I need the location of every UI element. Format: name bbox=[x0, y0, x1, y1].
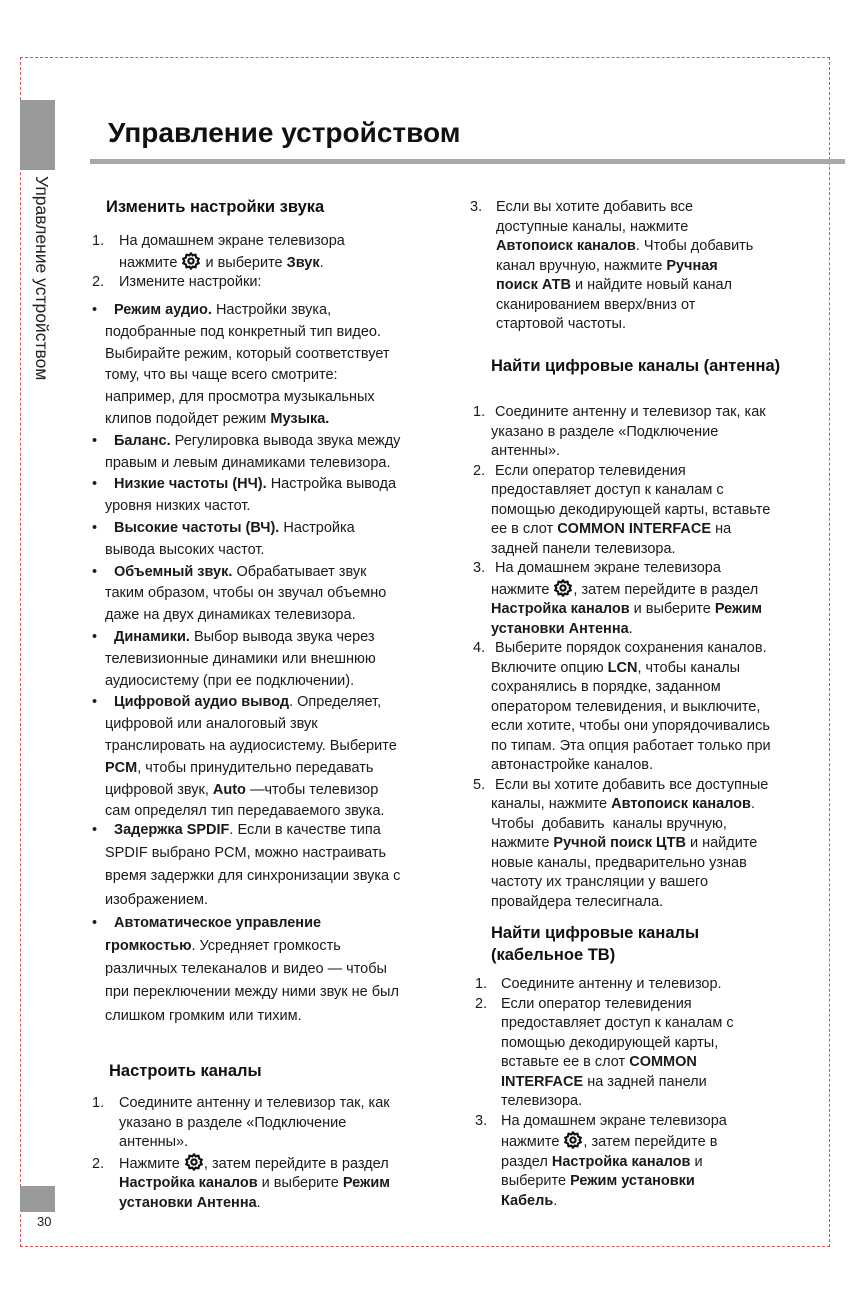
heading-line: Найти цифровые каналы bbox=[491, 924, 700, 942]
bullet-title: Задержка SPDIF bbox=[114, 822, 230, 838]
step-bold-text: Звук bbox=[286, 254, 320, 271]
step-text: . bbox=[319, 254, 324, 271]
step-number: 3. bbox=[473, 560, 486, 576]
step-text: задней панели телевизора. bbox=[491, 540, 676, 557]
bullet: • bbox=[92, 302, 98, 318]
step-number: 4. bbox=[473, 640, 486, 656]
step-text: антенны». bbox=[119, 1134, 189, 1150]
step-text: если хотите, чтобы они упорядочивались bbox=[491, 718, 770, 734]
step-number: 5. bbox=[473, 776, 486, 793]
step-text: вставьте ее в слот bbox=[501, 1054, 626, 1070]
step-number: 1. bbox=[92, 1095, 105, 1111]
sound-settings-list bbox=[92, 300, 444, 823]
digital-antenna-steps bbox=[473, 403, 818, 912]
gear-icon bbox=[563, 1131, 583, 1149]
bullet-title: Цифровой аудио вывод bbox=[114, 694, 290, 711]
step-text: Соедините антенну и телевизор так, как bbox=[119, 1095, 390, 1111]
step-text: Если вы хотите добавить все bbox=[496, 199, 694, 215]
step-bold-text: INTERFACE bbox=[501, 1073, 584, 1090]
step-text: доступные каналы, нажмите bbox=[496, 218, 689, 235]
step-text: новые каналы, предварительно узнав bbox=[491, 854, 747, 871]
step-bold-text: LCN bbox=[607, 659, 638, 676]
step-text: Чтобы добавить каналы вручную, bbox=[491, 815, 727, 832]
side-tab-marker bbox=[20, 100, 55, 170]
step-text: раздел bbox=[501, 1153, 548, 1170]
bullet-text: Настройка bbox=[283, 519, 355, 536]
bullet-text: например, для просмотра музыкальных bbox=[105, 389, 375, 406]
step-text: , затем перейдите в раздел bbox=[573, 581, 759, 598]
bullet-title: Динамики. bbox=[114, 628, 190, 645]
bullet-text: подобранные под конкретный тип видео. bbox=[105, 323, 381, 340]
step-text: оператором телевидения, и выключите, bbox=[491, 698, 761, 715]
step-text: . Чтобы добавить bbox=[635, 238, 754, 254]
bullet-title: громкостью bbox=[105, 938, 192, 955]
page-title: Управление устройством bbox=[108, 117, 461, 148]
step-text: , затем перейдите в bbox=[583, 1134, 718, 1150]
bullet: • bbox=[92, 476, 98, 493]
step-bold-text: поиск АТВ bbox=[496, 277, 571, 293]
bullet: • bbox=[92, 822, 98, 838]
bullet-text: вывода высоких частот. bbox=[105, 541, 265, 558]
page-number: 30 bbox=[37, 1214, 52, 1229]
page-number-marker bbox=[20, 1186, 55, 1212]
bullet-text: Выбирайте режим, который соответствует bbox=[105, 345, 390, 362]
step-text: сохранялись в порядке, заданном bbox=[491, 679, 721, 695]
step-bold-text: Ручной поиск ЦТВ bbox=[553, 835, 686, 851]
step-text: нажмите bbox=[491, 835, 550, 851]
bullet-text: . Определяет, bbox=[289, 694, 382, 711]
sound-heading: Изменить настройки звука bbox=[106, 198, 325, 216]
bullet-text: уровня низких частот. bbox=[105, 498, 251, 515]
bullet-title: Режим аудио. bbox=[114, 302, 212, 318]
step-bold-text: Настройка каналов bbox=[551, 1153, 691, 1170]
bullet-bold-text: Auto bbox=[212, 781, 246, 798]
step-text: частоту их трансляции у вашего bbox=[491, 874, 709, 890]
step-text: каналы, нажмите bbox=[491, 796, 608, 812]
step-text: . bbox=[750, 796, 755, 812]
step-text: и найдите новый канал bbox=[575, 277, 733, 293]
step-text: . bbox=[628, 620, 633, 637]
step-text: предоставляет доступ к каналам с bbox=[501, 1015, 734, 1031]
side-section-label: Управление устройством bbox=[32, 176, 52, 381]
step-text: и bbox=[694, 1153, 703, 1170]
step-number: 2. bbox=[92, 1155, 105, 1172]
bullet-text: Обрабатывает звук bbox=[236, 563, 367, 580]
step-number: 1. bbox=[473, 404, 486, 420]
step-number: 3. bbox=[470, 199, 483, 215]
step-text: телевизора. bbox=[501, 1093, 583, 1109]
step-text: , затем перейдите в раздел bbox=[203, 1155, 389, 1172]
step-text: провайдера телесигнала. bbox=[491, 893, 664, 910]
step-text: помощью декодирующей карты, bbox=[501, 1034, 719, 1051]
step-number: 2. bbox=[473, 462, 486, 479]
bullet-title: Высокие частоты (ВЧ). bbox=[114, 519, 280, 536]
step-bold-text: COMMON INTERFACE bbox=[557, 521, 712, 537]
step-text: и выберите bbox=[205, 254, 283, 271]
bullet: • bbox=[92, 519, 98, 536]
step-text: указано в разделе «Подключение bbox=[491, 423, 719, 440]
bullet-title: Баланс. bbox=[114, 432, 171, 449]
step-text: Нажмите bbox=[119, 1155, 180, 1172]
bullet-text: , чтобы принудительно передавать bbox=[137, 759, 374, 776]
step-bold-text: установки Антенна bbox=[119, 1194, 257, 1211]
bullet-title: Объемный звук. bbox=[114, 563, 233, 580]
bullet-text: —чтобы телевизор bbox=[249, 781, 379, 798]
bullet: • bbox=[92, 432, 98, 449]
step-text: Соедините антенну и телевизор. bbox=[501, 976, 722, 992]
step-text: и выберите bbox=[633, 601, 711, 617]
step-text: . bbox=[256, 1194, 261, 1211]
bullet-text: при переключении между ними звук не был bbox=[105, 984, 399, 1001]
step-bold-text: Режим bbox=[342, 1175, 390, 1191]
step-text: стартовой частоты. bbox=[496, 316, 626, 332]
step-text: Измените настройки: bbox=[119, 274, 262, 290]
step-text: на bbox=[715, 521, 732, 537]
title-divider bbox=[90, 159, 845, 164]
bullet-text: правым и левым динамиками телевизора. bbox=[105, 454, 391, 471]
bullet-text: транслировать на аудиосистему. Выберите bbox=[105, 737, 397, 754]
step-bold-text: Настройка каналов bbox=[119, 1175, 258, 1191]
bullet-text: аудиосистему (при ее подключении). bbox=[105, 672, 355, 689]
step-bold-text: Автопоиск каналов bbox=[611, 796, 751, 812]
bullet-text: различных телеканалов и видео — чтобы bbox=[105, 961, 387, 978]
bullet-text: . Если в качестве типа bbox=[229, 822, 381, 838]
step-bold-text: Кабель bbox=[501, 1192, 554, 1209]
bullet-bold-text: PCM bbox=[105, 759, 138, 776]
bullet-title: Автоматическое управление bbox=[114, 914, 322, 931]
bullet-text: цифровой звук, bbox=[105, 781, 209, 798]
bullet-text: клипов подойдет режим bbox=[105, 410, 267, 427]
bullet-text: . Усредняет громкость bbox=[191, 938, 341, 955]
step-text: антенны». bbox=[491, 443, 561, 459]
bullet-text: даже на двух динамиках телевизора. bbox=[105, 607, 356, 624]
step-text: Если оператор телевидения bbox=[501, 995, 692, 1012]
channels-heading: Настроить каналы bbox=[109, 1062, 262, 1080]
gear-icon bbox=[553, 579, 573, 597]
step-text: указано в разделе «Подключение bbox=[119, 1114, 347, 1131]
step-text: нажмите bbox=[491, 581, 550, 598]
step-bold-text: Автопоиск каналов bbox=[496, 238, 636, 254]
bullet-text: сам определял тип передаваемого звука. bbox=[105, 803, 385, 820]
step-bold-text: COMMON bbox=[629, 1054, 697, 1070]
bullet-text: цифровой или аналоговый звук bbox=[105, 716, 318, 733]
step-text: нажмите bbox=[501, 1134, 560, 1150]
bullet-text: телевизионные динамики или внешнюю bbox=[105, 650, 376, 667]
step-text: выберите bbox=[501, 1173, 567, 1189]
digital-antenna-heading: Найти цифровые каналы (антенна) bbox=[491, 357, 781, 375]
step-bold-text: Режим установки bbox=[570, 1173, 695, 1189]
bullet-text: изображением. bbox=[105, 891, 209, 908]
step-text: , чтобы каналы bbox=[637, 659, 741, 676]
step-text: и найдите bbox=[689, 835, 758, 851]
step-text: нажмите bbox=[119, 254, 178, 271]
bullet: • bbox=[92, 914, 98, 931]
step-text: На домашнем экране телевизора bbox=[501, 1112, 727, 1129]
step-text: предоставляет доступ к каналам с bbox=[491, 482, 724, 498]
step-text: На домашнем экране телевизора bbox=[119, 233, 345, 249]
bullet-text: время задержки для синхронизации звука с bbox=[105, 868, 401, 885]
step-text: . bbox=[553, 1192, 558, 1209]
step-text: автонастройке каналов. bbox=[491, 757, 653, 773]
bullet-bold-text: Музыка. bbox=[270, 410, 330, 427]
step-text: на задней панели bbox=[587, 1073, 707, 1090]
step-text: канал вручную, нажмите bbox=[496, 257, 663, 274]
bullet-text: таким образом, чтобы он звучал объемно bbox=[105, 585, 387, 602]
step-bold-text: Настройка каналов bbox=[491, 601, 630, 617]
bullet-text: тому, что вы чаще всего смотрите: bbox=[105, 367, 338, 384]
digital-cable-heading bbox=[491, 922, 699, 966]
step-bold-text: Ручная bbox=[666, 257, 718, 274]
step-number: 2. bbox=[475, 995, 488, 1012]
step-text: по типам. Эта опция работает только при bbox=[491, 737, 771, 754]
step-bold-text: установки Антенна bbox=[491, 620, 629, 637]
step-text: помощью декодирующей карты, вставьте bbox=[491, 501, 771, 518]
bullet: • bbox=[92, 628, 98, 645]
step-number: 1. bbox=[92, 233, 105, 249]
step-text: Включите опцию bbox=[491, 659, 604, 676]
gear-icon bbox=[184, 1153, 204, 1171]
step-text: Если оператор телевидения bbox=[495, 462, 686, 479]
digital-cable-steps bbox=[475, 975, 820, 1211]
step-number: 3. bbox=[475, 1112, 488, 1129]
step-text: Соедините антенну и телевизор так, как bbox=[495, 404, 766, 420]
bullet-title: Низкие частоты (НЧ). bbox=[114, 476, 267, 493]
channels-step-3 bbox=[470, 198, 815, 335]
heading-line: (кабельное ТВ) bbox=[491, 946, 616, 964]
sound-settings-list-cont bbox=[92, 819, 444, 1028]
step-number: 2. bbox=[92, 274, 105, 290]
step-number: 1. bbox=[475, 976, 488, 992]
bullet-text: SPDIF выбрано PCM, можно настраивать bbox=[105, 845, 387, 862]
bullet-text: Настройка вывода bbox=[270, 476, 397, 493]
bullet-text: Настройки звука, bbox=[215, 302, 332, 318]
bullet-text: слишком громким или тихим. bbox=[105, 1007, 302, 1024]
step-text: и выберите bbox=[261, 1175, 339, 1191]
step-text: Выберите порядок сохранения каналов. bbox=[495, 640, 767, 656]
step-text: Если вы хотите добавить все доступные bbox=[495, 776, 769, 793]
bullet: • bbox=[92, 694, 98, 711]
step-bold-text: Режим bbox=[714, 601, 762, 617]
bullet: • bbox=[92, 563, 98, 580]
step-text: На домашнем экране телевизора bbox=[495, 560, 721, 576]
gear-icon bbox=[181, 252, 201, 270]
bullet-text: Выбор вывода звука через bbox=[193, 628, 375, 645]
sound-steps bbox=[92, 232, 442, 293]
channels-steps bbox=[92, 1094, 452, 1213]
step-text: ее в слот bbox=[491, 521, 554, 537]
step-text: сканированием вверх/вниз от bbox=[496, 296, 696, 313]
bullet-text: Регулировка вывода звука между bbox=[174, 432, 401, 449]
